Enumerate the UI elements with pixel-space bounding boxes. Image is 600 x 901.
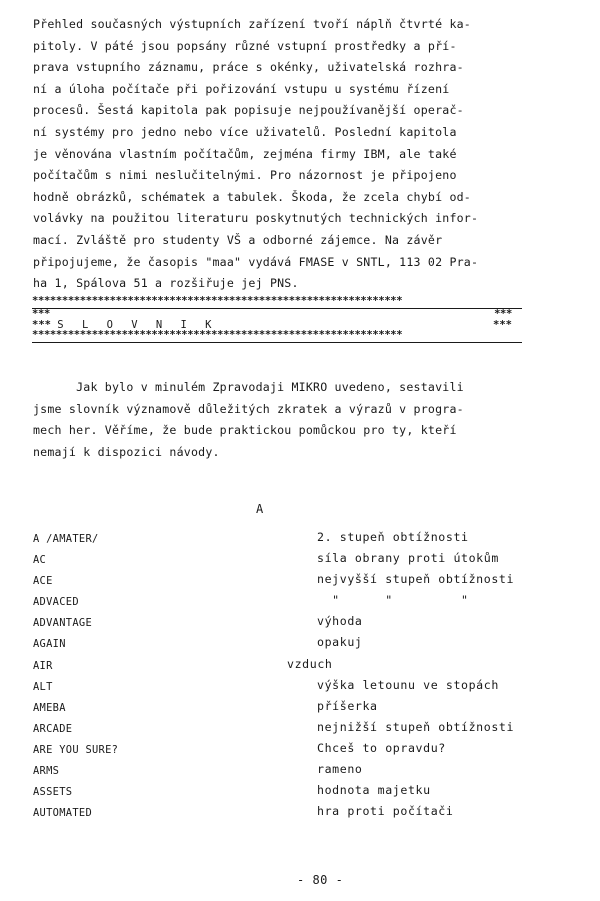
glossary-meaning: výška letounu ve stopách (317, 677, 499, 692)
glossary-term: AMEBA (33, 701, 66, 714)
glossary-term: ARMS (33, 765, 60, 778)
glossary-row (33, 551, 573, 572)
glossary-meaning: 2. stupeň obtížnosti (317, 530, 469, 544)
glossary-row (33, 804, 573, 825)
page-number: - 80 - (297, 873, 344, 887)
banner-top-border: ************************************************************** (32, 296, 522, 309)
glossary-meaning: příšerka (317, 698, 378, 713)
glossary-meaning: nejvyšší stupeň obtížnosti (317, 572, 515, 587)
paragraph-line: Jak bylo v minulém Zpravodaji MIKRO uvedeno, sestavili (33, 380, 464, 394)
glossary-row (33, 720, 573, 741)
glossary-row (33, 741, 573, 762)
glossary-row (33, 699, 573, 720)
glossary-row (33, 783, 573, 804)
glossary-meaning: nejnižší stupeň obtížnosti (317, 719, 515, 734)
glossary-meaning: vzduch (287, 656, 333, 671)
glossary-row (33, 530, 573, 551)
glossary-term: ADVANTAGE (33, 617, 93, 630)
glossary-term: ARCADE (33, 722, 73, 735)
intro-text (33, 14, 563, 295)
glossary-term: A /AMATER/ (33, 533, 99, 545)
intro-line: počítačům s nimi neslučitelnými. Pro názornost je připojeno (33, 168, 457, 183)
intro-paragraph (33, 377, 573, 463)
glossary-meaning: rameno (317, 762, 363, 777)
intro-line: ní systémy pro jedno nebo více uživatelů. Poslední kapitola (33, 124, 457, 139)
intro-line: je věnována vlastním počítačům, zejména firmy IBM, ale také (33, 146, 457, 161)
glossary-row (33, 572, 573, 593)
glossary-term: AUTOMATED (33, 807, 93, 820)
glossary-row (33, 762, 573, 783)
glossary-term: ARE YOU SURE? (33, 743, 119, 756)
paragraph-line: jsme slovník významově důležitých zkratek a výrazů v progra- (33, 401, 464, 416)
glossary-row (33, 635, 573, 656)
glossary-row (33, 614, 573, 635)
intro-line: Přehled současných výstupních zařízení tvoří náplň čtvrté ka- (33, 17, 471, 31)
paragraph-line: nemají k dispozici návody. (33, 444, 220, 459)
banner-title: S L O V N I K (57, 318, 218, 331)
intro-line: mací. Zvláště pro studenty VŠ a odborné zájemce. Na závěr (33, 232, 443, 247)
glossary-row (33, 678, 573, 699)
intro-line: ha 1, Spálova 51 a rozšiřuje jej PNS. (33, 276, 299, 291)
banner-edge-left: *** (32, 307, 50, 320)
banner-edge-right: *** (494, 307, 512, 320)
glossary-meaning: výhoda (317, 614, 363, 629)
banner-bottom-border: ************************************************************** (32, 330, 522, 343)
glossary-term: ALT (33, 680, 53, 693)
slovnik-banner (32, 296, 522, 343)
intro-line: prava vstupního záznamu, práce s okénky, uživatelská rozhra- (33, 60, 464, 75)
glossary-meaning: síla obrany proti útokům (317, 551, 499, 566)
glossary-term: ACE (33, 575, 53, 588)
glossary-term: ADVACED (33, 596, 79, 609)
glossary-meaning: hodnota majetku (317, 783, 431, 798)
glossary-row (33, 593, 573, 614)
intro-line: připojujeme, že časopis "maa" vydává FMASE v SNTL, 113 02 Pra- (33, 254, 479, 269)
section-letter: A (256, 502, 264, 516)
glossary-term: AGAIN (33, 638, 66, 651)
intro-line: pitoly. V páté jsou popsány různé vstupní prostředky a pří- (33, 38, 457, 53)
glossary-meaning: hra proti počítači (317, 804, 454, 819)
intro-line: hodně obrázků, schématek a tabulek. Škoda, že zcela chybí od- (33, 189, 471, 204)
paragraph-line: mech her. Věříme, že bude praktickou pomůckou pro ty, kteří (33, 423, 457, 438)
intro-line: ní a úloha počítače při pořizování vstupu u systému řízení (33, 81, 450, 96)
glossary-meaning: Chceš to opravdu? (317, 740, 446, 755)
banner-edge-left: *** (32, 318, 51, 331)
glossary-term: ASSETS (33, 786, 73, 799)
glossary-list (33, 530, 573, 825)
intro-line: volávky na použitou literaturu poskytnutých technických infor- (33, 211, 479, 226)
glossary-row (33, 657, 573, 678)
glossary-meaning: " " " (317, 593, 469, 608)
glossary-meaning: opakuj (317, 635, 363, 650)
banner-edge-right: *** (493, 318, 512, 331)
intro-line: procesů. Šestá kapitola pak popisuje nejpoužívanější operač- (33, 103, 464, 118)
glossary-term: AIR (33, 659, 53, 672)
glossary-term: AC (33, 554, 47, 567)
